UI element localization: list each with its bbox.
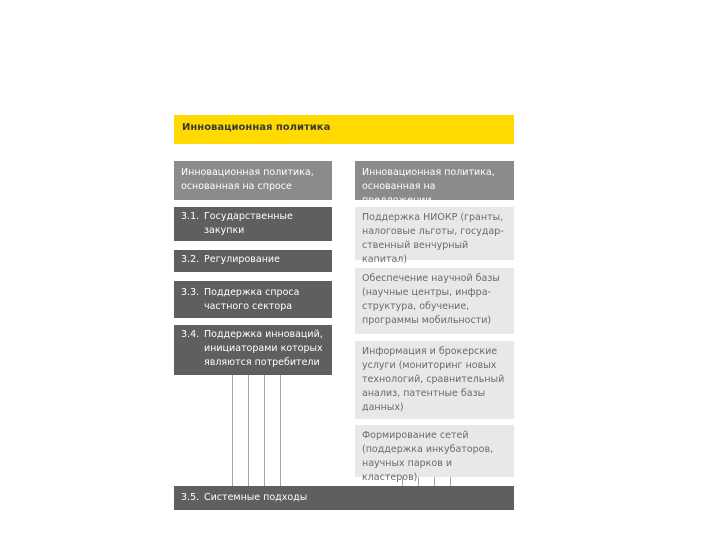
supply-item-science-base <box>355 268 514 334</box>
item-label: Государственные закупки <box>204 211 293 236</box>
item-number: 3.5. <box>181 492 200 503</box>
supply-item-information-brokerage <box>355 341 514 419</box>
item-label: Регулирование <box>204 254 280 265</box>
item-number: 3.4. <box>181 329 200 340</box>
item-label: Информация и брокерские услуги (мониторинг новых технологий, сравнительный анализ, патентные базы данных) <box>362 346 505 413</box>
supply-item-networking <box>355 425 514 483</box>
item-label: Поддержка спроса частного сектора <box>204 287 300 312</box>
supply-side-heading <box>355 161 514 206</box>
supply-item-rd-support <box>355 207 514 265</box>
item-label: Системные подходы <box>204 492 308 503</box>
connector-line <box>264 370 265 486</box>
item-label: Обеспечение научной базы (научные центры, инфра-структура, обучение, программы мобильности) <box>362 273 500 326</box>
item-number: 3.2. <box>181 254 200 265</box>
item-label: Формирование сетей (поддержка инкубаторов, научных парков и кластеров) <box>362 430 494 483</box>
systemic-approaches-bar <box>174 486 514 510</box>
demand-side-heading <box>174 161 332 200</box>
supply-side-heading-text: Инновационная политика, основанная на предложении <box>362 167 495 206</box>
item-label: Поддержка НИОКР (гранты, налоговые льготы, государ-ственный венчурный капитал) <box>362 212 504 265</box>
demand-side-heading-text: Инновационная политика, основанная на спросе <box>181 167 314 192</box>
innovation-policy-header <box>174 115 514 144</box>
connector-line <box>232 370 233 486</box>
demand-item-public-procurement <box>174 207 332 241</box>
item-number: 3.3. <box>181 287 200 298</box>
item-label: Поддержка инноваций, инициаторами которых являются потребители <box>204 329 323 368</box>
header-title: Инновационная политика <box>182 122 331 133</box>
demand-item-private-demand <box>174 281 332 318</box>
item-number: 3.1. <box>181 211 200 222</box>
demand-item-regulation <box>174 250 332 272</box>
demand-item-user-innovation <box>174 325 332 375</box>
connector-line <box>248 370 249 486</box>
connector-line <box>280 370 281 486</box>
